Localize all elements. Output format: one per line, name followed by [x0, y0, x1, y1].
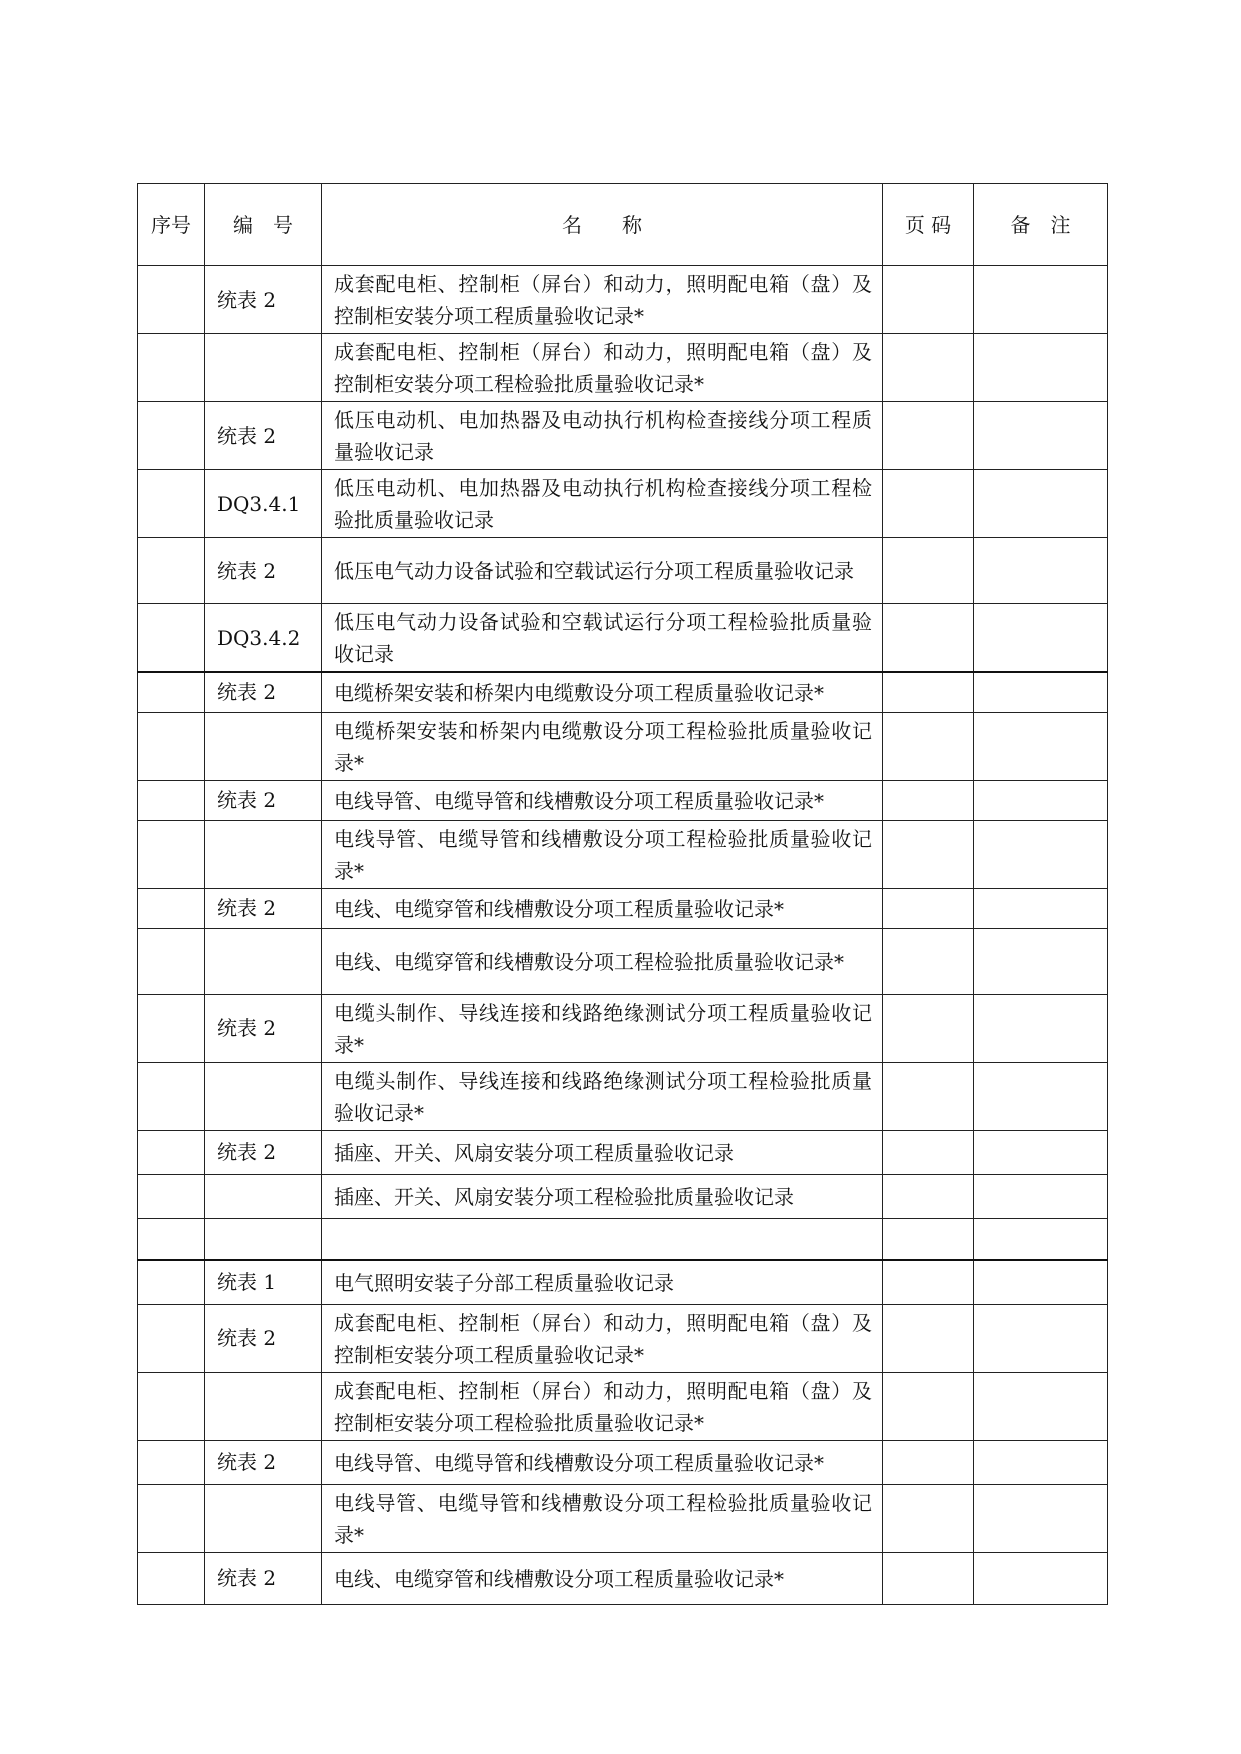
cell-page	[883, 1372, 974, 1440]
cell-name: 电线导管、电缆导管和线槽敷设分项工程检验批质量验收记录*	[322, 1484, 883, 1552]
cell-page	[883, 928, 974, 994]
cell-page	[883, 1218, 974, 1260]
table-row	[138, 1260, 1108, 1304]
record-index-table	[137, 183, 1108, 1605]
cell-seq	[138, 604, 205, 673]
cell-code: 统表 2	[205, 1304, 322, 1372]
cell-page	[883, 712, 974, 780]
cell-code	[205, 712, 322, 780]
cell-name: 低压电气动力设备试验和空载试运行分项工程检验批质量验收记录	[322, 604, 883, 673]
cell-seq	[138, 1062, 205, 1130]
table-row	[138, 1440, 1108, 1484]
cell-code: 统表 2	[205, 888, 322, 928]
cell-page	[883, 1484, 974, 1552]
cell-seq	[138, 470, 205, 538]
cell-code: 统表 2	[205, 672, 322, 712]
cell-code	[205, 820, 322, 888]
cell-name: 电缆头制作、导线连接和线路绝缘测试分项工程质量验收记录*	[322, 994, 883, 1062]
cell-remark	[974, 820, 1108, 888]
cell-code: DQ3.4.2	[205, 604, 322, 673]
cell-seq	[138, 1304, 205, 1372]
cell-page	[883, 470, 974, 538]
cell-name: 成套配电柜、控制柜（屏台）和动力，照明配电箱（盘）及控制柜安装分项工程质量验收记录*	[322, 266, 883, 334]
cell-remark	[974, 1174, 1108, 1218]
cell-code	[205, 1218, 322, 1260]
table-row	[138, 1062, 1108, 1130]
cell-seq	[138, 672, 205, 712]
cell-name: 成套配电柜、控制柜（屏台）和动力，照明配电箱（盘）及控制柜安装分项工程检验批质量验收记录*	[322, 1372, 883, 1440]
table-row	[138, 780, 1108, 820]
cell-remark	[974, 334, 1108, 402]
cell-page	[883, 334, 974, 402]
cell-name	[322, 1218, 883, 1260]
table-row	[138, 1130, 1108, 1174]
cell-seq	[138, 538, 205, 604]
cell-seq	[138, 1218, 205, 1260]
table-header-row	[138, 184, 1108, 266]
table-row	[138, 604, 1108, 673]
cell-remark	[974, 888, 1108, 928]
cell-name: 低压电动机、电加热器及电动执行机构检查接线分项工程质量验收记录	[322, 402, 883, 470]
cell-page	[883, 1174, 974, 1218]
cell-page	[883, 266, 974, 334]
header-code: 编 号	[205, 184, 322, 266]
cell-seq	[138, 1440, 205, 1484]
cell-remark	[974, 1062, 1108, 1130]
cell-seq	[138, 1260, 205, 1304]
table-row	[138, 1372, 1108, 1440]
cell-page	[883, 780, 974, 820]
cell-name: 电缆桥架安装和桥架内电缆敷设分项工程质量验收记录*	[322, 672, 883, 712]
cell-name: 插座、开关、风扇安装分项工程检验批质量验收记录	[322, 1174, 883, 1218]
table-row	[138, 672, 1108, 712]
cell-page	[883, 1130, 974, 1174]
header-remark: 备 注	[974, 184, 1108, 266]
table-row	[138, 928, 1108, 994]
cell-code: 统表 1	[205, 1260, 322, 1304]
header-seq: 序号	[138, 184, 205, 266]
cell-name: 低压电动机、电加热器及电动执行机构检查接线分项工程检验批质量验收记录	[322, 470, 883, 538]
cell-remark	[974, 994, 1108, 1062]
table-row	[138, 538, 1108, 604]
cell-name: 电线导管、电缆导管和线槽敷设分项工程检验批质量验收记录*	[322, 820, 883, 888]
cell-name: 成套配电柜、控制柜（屏台）和动力，照明配电箱（盘）及控制柜安装分项工程质量验收记录*	[322, 1304, 883, 1372]
cell-remark	[974, 1304, 1108, 1372]
cell-code: 统表 2	[205, 402, 322, 470]
cell-seq	[138, 266, 205, 334]
table-row	[138, 888, 1108, 928]
cell-page	[883, 402, 974, 470]
cell-seq	[138, 820, 205, 888]
cell-seq	[138, 888, 205, 928]
cell-name: 电线、电缆穿管和线槽敷设分项工程质量验收记录*	[322, 1552, 883, 1604]
cell-code: 统表 2	[205, 266, 322, 334]
cell-remark	[974, 538, 1108, 604]
table-row	[138, 820, 1108, 888]
cell-page	[883, 1304, 974, 1372]
cell-page	[883, 1552, 974, 1604]
cell-name: 电线导管、电缆导管和线槽敷设分项工程质量验收记录*	[322, 1440, 883, 1484]
cell-remark	[974, 470, 1108, 538]
cell-name: 电线、电缆穿管和线槽敷设分项工程检验批质量验收记录*	[322, 928, 883, 994]
table-row	[138, 1552, 1108, 1604]
cell-page	[883, 1440, 974, 1484]
header-name: 名 称	[322, 184, 883, 266]
cell-name: 电缆桥架安装和桥架内电缆敷设分项工程检验批质量验收记录*	[322, 712, 883, 780]
cell-page	[883, 672, 974, 712]
table-row	[138, 1304, 1108, 1372]
cell-page	[883, 538, 974, 604]
cell-remark	[974, 1484, 1108, 1552]
cell-page	[883, 604, 974, 673]
cell-remark	[974, 1552, 1108, 1604]
cell-page	[883, 888, 974, 928]
cell-page	[883, 994, 974, 1062]
cell-code	[205, 1484, 322, 1552]
cell-seq	[138, 1552, 205, 1604]
cell-remark	[974, 1372, 1108, 1440]
cell-name: 成套配电柜、控制柜（屏台）和动力，照明配电箱（盘）及控制柜安装分项工程检验批质量验收记录*	[322, 334, 883, 402]
table-row	[138, 266, 1108, 334]
table-row	[138, 1484, 1108, 1552]
cell-page	[883, 820, 974, 888]
cell-seq	[138, 994, 205, 1062]
cell-remark	[974, 1218, 1108, 1260]
cell-name: 低压电气动力设备试验和空载试运行分项工程质量验收记录	[322, 538, 883, 604]
cell-code	[205, 1062, 322, 1130]
cell-code: 统表 2	[205, 538, 322, 604]
table-row	[138, 470, 1108, 538]
cell-remark	[974, 712, 1108, 780]
cell-seq	[138, 402, 205, 470]
table-row	[138, 994, 1108, 1062]
table-row	[138, 712, 1108, 780]
cell-seq	[138, 1484, 205, 1552]
cell-code: 统表 2	[205, 994, 322, 1062]
cell-seq	[138, 1174, 205, 1218]
cell-name: 电线、电缆穿管和线槽敷设分项工程质量验收记录*	[322, 888, 883, 928]
cell-name: 电线导管、电缆导管和线槽敷设分项工程质量验收记录*	[322, 780, 883, 820]
cell-name: 插座、开关、风扇安装分项工程质量验收记录	[322, 1130, 883, 1174]
cell-remark	[974, 266, 1108, 334]
cell-seq	[138, 780, 205, 820]
cell-remark	[974, 1130, 1108, 1174]
cell-code	[205, 1174, 322, 1218]
table-row	[138, 334, 1108, 402]
cell-seq	[138, 1130, 205, 1174]
cell-seq	[138, 1372, 205, 1440]
cell-remark	[974, 1260, 1108, 1304]
header-page: 页 码	[883, 184, 974, 266]
cell-remark	[974, 928, 1108, 994]
cell-remark	[974, 780, 1108, 820]
cell-code: DQ3.4.1	[205, 470, 322, 538]
cell-code	[205, 334, 322, 402]
cell-remark	[974, 604, 1108, 673]
table-row	[138, 402, 1108, 470]
cell-code: 统表 2	[205, 1440, 322, 1484]
cell-page	[883, 1062, 974, 1130]
cell-page	[883, 1260, 974, 1304]
cell-code	[205, 1372, 322, 1440]
cell-seq	[138, 928, 205, 994]
cell-code	[205, 928, 322, 994]
cell-name: 电缆头制作、导线连接和线路绝缘测试分项工程检验批质量验收记录*	[322, 1062, 883, 1130]
cell-seq	[138, 334, 205, 402]
cell-remark	[974, 1440, 1108, 1484]
table-row	[138, 1174, 1108, 1218]
cell-code: 统表 2	[205, 1130, 322, 1174]
cell-code: 统表 2	[205, 780, 322, 820]
cell-code: 统表 2	[205, 1552, 322, 1604]
table-row	[138, 1218, 1108, 1260]
cell-remark	[974, 402, 1108, 470]
cell-seq	[138, 712, 205, 780]
cell-name: 电气照明安装子分部工程质量验收记录	[322, 1260, 883, 1304]
cell-remark	[974, 672, 1108, 712]
